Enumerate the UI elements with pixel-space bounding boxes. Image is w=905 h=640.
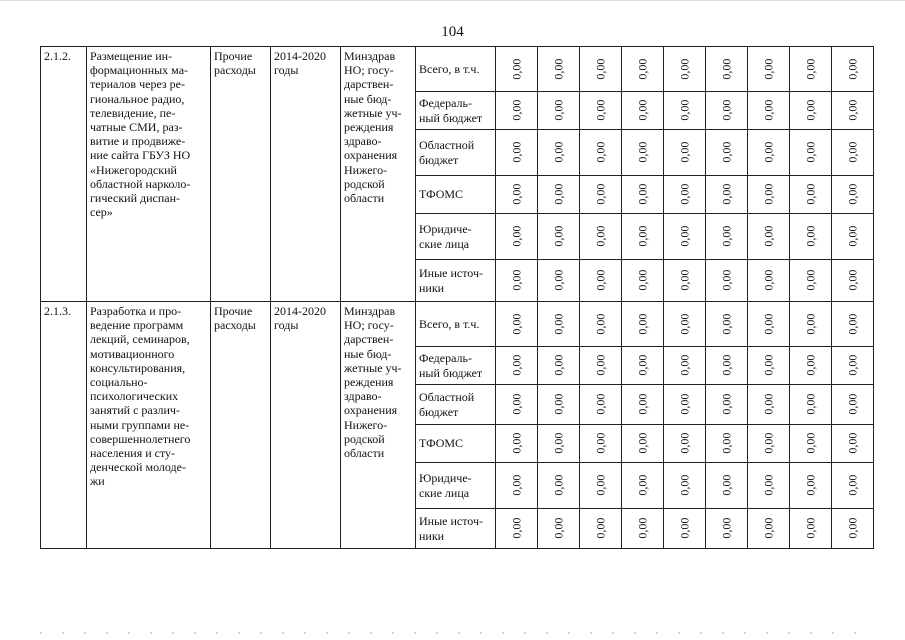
funding-value: 0,00 — [509, 354, 524, 376]
funding-value-cell — [664, 130, 706, 176]
funding-value: 0,00 — [677, 517, 692, 539]
funding-value: 0,00 — [593, 313, 608, 335]
funding-value: 0,00 — [761, 313, 776, 335]
funding-value: 0,00 — [509, 58, 524, 80]
funding-value-cell — [538, 347, 580, 385]
funding-value: 0,00 — [551, 99, 566, 121]
funding-value: 0,00 — [593, 141, 608, 163]
funding-value-cell — [790, 47, 832, 92]
funding-value: 0,00 — [677, 313, 692, 335]
funding-value: 0,00 — [551, 269, 566, 291]
funding-value-cell — [580, 260, 622, 302]
funding-value: 0,00 — [845, 58, 860, 80]
item-years: 2014-2020 годы — [271, 302, 341, 549]
funding-value: 0,00 — [719, 313, 734, 335]
funding-value-cell — [832, 176, 874, 214]
funding-value: 0,00 — [509, 313, 524, 335]
funding-value-cell — [832, 92, 874, 130]
funding-value-cell — [538, 130, 580, 176]
funding-source-label: ТФОМС — [416, 425, 496, 463]
funding-value: 0,00 — [635, 58, 650, 80]
funding-value: 0,00 — [803, 141, 818, 163]
funding-value-cell — [790, 509, 832, 549]
funding-value-cell — [538, 47, 580, 92]
funding-value-cell — [622, 130, 664, 176]
funding-source-label: Всего, в т.ч. — [416, 47, 496, 92]
funding-value: 0,00 — [845, 141, 860, 163]
funding-value: 0,00 — [509, 474, 524, 496]
funding-value: 0,00 — [677, 225, 692, 247]
funding-value: 0,00 — [845, 474, 860, 496]
funding-value-cell — [832, 509, 874, 549]
funding-source-label: Иные источ- ники — [416, 509, 496, 549]
funding-value: 0,00 — [551, 225, 566, 247]
funding-value: 0,00 — [803, 313, 818, 335]
funding-value-cell — [538, 176, 580, 214]
funding-value-cell — [496, 385, 538, 425]
funding-source-label: Областной бюджет — [416, 130, 496, 176]
funding-value-cell — [496, 130, 538, 176]
funding-value-cell — [790, 214, 832, 260]
funding-value: 0,00 — [845, 183, 860, 205]
funding-value-cell — [748, 92, 790, 130]
funding-value-cell — [580, 47, 622, 92]
funding-value: 0,00 — [593, 474, 608, 496]
funding-value-cell — [706, 47, 748, 92]
funding-value-cell — [832, 347, 874, 385]
funding-value: 0,00 — [761, 432, 776, 454]
funding-value: 0,00 — [677, 99, 692, 121]
funding-value-cell — [748, 425, 790, 463]
budget-body — [41, 47, 874, 549]
funding-value: 0,00 — [509, 183, 524, 205]
funding-source-label: Федераль- ный бюджет — [416, 92, 496, 130]
funding-value: 0,00 — [845, 393, 860, 415]
funding-value-cell — [748, 47, 790, 92]
funding-value-cell — [496, 260, 538, 302]
funding-value-cell — [832, 214, 874, 260]
funding-value-cell — [790, 425, 832, 463]
funding-value: 0,00 — [509, 517, 524, 539]
funding-value-cell — [622, 385, 664, 425]
funding-value-cell — [580, 347, 622, 385]
funding-value: 0,00 — [719, 432, 734, 454]
funding-value-cell — [706, 130, 748, 176]
funding-value-cell — [496, 214, 538, 260]
funding-value: 0,00 — [635, 393, 650, 415]
item-expense-type: Прочие расходы — [211, 302, 271, 549]
funding-value-cell — [538, 302, 580, 347]
funding-value-cell — [790, 385, 832, 425]
funding-value-cell — [580, 463, 622, 509]
funding-value-cell — [580, 130, 622, 176]
funding-value: 0,00 — [761, 58, 776, 80]
funding-value: 0,00 — [509, 225, 524, 247]
funding-value: 0,00 — [593, 354, 608, 376]
funding-value: 0,00 — [719, 225, 734, 247]
funding-value: 0,00 — [845, 313, 860, 335]
funding-value-cell — [748, 509, 790, 549]
funding-value-cell — [580, 176, 622, 214]
funding-value-cell — [832, 260, 874, 302]
funding-value-cell — [664, 92, 706, 130]
funding-value: 0,00 — [719, 183, 734, 205]
funding-value: 0,00 — [719, 474, 734, 496]
funding-value-cell — [496, 509, 538, 549]
funding-value: 0,00 — [719, 58, 734, 80]
funding-value: 0,00 — [761, 474, 776, 496]
funding-value-cell — [496, 92, 538, 130]
funding-value: 0,00 — [677, 269, 692, 291]
funding-value-cell — [496, 176, 538, 214]
funding-value: 0,00 — [635, 354, 650, 376]
funding-value: 0,00 — [677, 183, 692, 205]
funding-value-cell — [832, 463, 874, 509]
funding-value-cell — [538, 260, 580, 302]
table-row — [41, 302, 874, 347]
funding-value: 0,00 — [635, 313, 650, 335]
item-years: 2014-2020 годы — [271, 47, 341, 302]
funding-value: 0,00 — [635, 269, 650, 291]
funding-value: 0,00 — [761, 393, 776, 415]
top-rule — [0, 0, 905, 1]
funding-value-cell — [622, 302, 664, 347]
funding-value: 0,00 — [677, 354, 692, 376]
funding-value: 0,00 — [719, 354, 734, 376]
funding-source-label: ТФОМС — [416, 176, 496, 214]
funding-value-cell — [748, 385, 790, 425]
item-code: 2.1.3. — [41, 302, 87, 549]
funding-value-cell — [706, 463, 748, 509]
funding-value-cell — [832, 425, 874, 463]
funding-value: 0,00 — [761, 354, 776, 376]
funding-value-cell — [832, 130, 874, 176]
funding-value-cell — [832, 385, 874, 425]
item-code: 2.1.2. — [41, 47, 87, 302]
funding-source-label: Всего, в т.ч. — [416, 302, 496, 347]
item-name: Разработка и про- ведение программ лекций, семинаров, мотивационного консультирования, социально- психологических занятий с различ- ными группами не- совершеннолетнего населения и сту- денческой молоде- жи — [87, 302, 211, 549]
funding-value-cell — [496, 347, 538, 385]
funding-value-cell — [580, 509, 622, 549]
funding-source-label: Юридиче- ские лица — [416, 214, 496, 260]
funding-value-cell — [832, 302, 874, 347]
funding-value: 0,00 — [761, 269, 776, 291]
funding-value: 0,00 — [845, 269, 860, 291]
funding-value: 0,00 — [635, 225, 650, 247]
funding-value-cell — [664, 463, 706, 509]
funding-value: 0,00 — [551, 517, 566, 539]
funding-value: 0,00 — [845, 432, 860, 454]
funding-value-cell — [664, 47, 706, 92]
funding-value: 0,00 — [803, 474, 818, 496]
funding-value: 0,00 — [551, 474, 566, 496]
funding-value-cell — [664, 509, 706, 549]
funding-value-cell — [496, 47, 538, 92]
funding-value-cell — [622, 425, 664, 463]
funding-value: 0,00 — [719, 517, 734, 539]
funding-value: 0,00 — [761, 183, 776, 205]
funding-value-cell — [538, 463, 580, 509]
funding-value-cell — [538, 92, 580, 130]
scan-artifact-line — [40, 632, 860, 634]
funding-value: 0,00 — [635, 474, 650, 496]
funding-value-cell — [622, 463, 664, 509]
funding-value: 0,00 — [551, 313, 566, 335]
funding-value: 0,00 — [551, 393, 566, 415]
funding-value: 0,00 — [593, 517, 608, 539]
funding-value: 0,00 — [593, 225, 608, 247]
funding-value-cell — [622, 260, 664, 302]
funding-value: 0,00 — [845, 354, 860, 376]
funding-value: 0,00 — [635, 517, 650, 539]
funding-value-cell — [748, 176, 790, 214]
funding-value-cell — [664, 214, 706, 260]
funding-value: 0,00 — [635, 183, 650, 205]
funding-value-cell — [664, 176, 706, 214]
funding-source-label: Иные источ- ники — [416, 260, 496, 302]
funding-value: 0,00 — [803, 432, 818, 454]
funding-value: 0,00 — [761, 517, 776, 539]
funding-value-cell — [622, 214, 664, 260]
funding-value-cell — [538, 214, 580, 260]
funding-value-cell — [706, 302, 748, 347]
funding-value-cell — [538, 385, 580, 425]
funding-value: 0,00 — [677, 432, 692, 454]
funding-value: 0,00 — [719, 99, 734, 121]
funding-value-cell — [622, 347, 664, 385]
funding-value: 0,00 — [635, 432, 650, 454]
funding-value-cell — [664, 302, 706, 347]
funding-value-cell — [790, 92, 832, 130]
funding-value-cell — [664, 385, 706, 425]
funding-value-cell — [496, 302, 538, 347]
funding-value-cell — [706, 176, 748, 214]
funding-source-label: Федераль- ный бюджет — [416, 347, 496, 385]
funding-value-cell — [664, 347, 706, 385]
funding-value-cell — [580, 92, 622, 130]
funding-value: 0,00 — [845, 99, 860, 121]
funding-value: 0,00 — [551, 58, 566, 80]
funding-value-cell — [790, 130, 832, 176]
funding-value: 0,00 — [593, 432, 608, 454]
funding-value: 0,00 — [719, 269, 734, 291]
item-executor: Минздрав НО; госу- дарствен- ные бюд- жетные уч- реждения здраво- охранения Нижего- родской области — [341, 302, 416, 549]
funding-value: 0,00 — [677, 58, 692, 80]
funding-value-cell — [832, 47, 874, 92]
funding-value: 0,00 — [551, 354, 566, 376]
funding-value: 0,00 — [509, 99, 524, 121]
funding-value-cell — [748, 130, 790, 176]
item-executor: Минздрав НО; госу- дарствен- ные бюд- жетные уч- реждения здраво- охранения Нижего- родской области — [341, 47, 416, 302]
funding-value: 0,00 — [803, 183, 818, 205]
funding-value-cell — [790, 260, 832, 302]
funding-value-cell — [664, 260, 706, 302]
funding-value: 0,00 — [761, 141, 776, 163]
funding-value-cell — [748, 214, 790, 260]
funding-value-cell — [496, 425, 538, 463]
table-row — [41, 47, 874, 92]
funding-value-cell — [706, 92, 748, 130]
funding-value-cell — [496, 463, 538, 509]
funding-value: 0,00 — [593, 393, 608, 415]
funding-value: 0,00 — [593, 58, 608, 80]
funding-value-cell — [748, 260, 790, 302]
funding-value: 0,00 — [593, 99, 608, 121]
funding-value: 0,00 — [719, 141, 734, 163]
funding-value: 0,00 — [803, 354, 818, 376]
funding-value-cell — [580, 214, 622, 260]
funding-value: 0,00 — [635, 141, 650, 163]
funding-value: 0,00 — [509, 141, 524, 163]
funding-value: 0,00 — [509, 269, 524, 291]
funding-value: 0,00 — [593, 183, 608, 205]
funding-value-cell — [790, 176, 832, 214]
funding-value-cell — [622, 509, 664, 549]
funding-value-cell — [580, 302, 622, 347]
funding-value: 0,00 — [803, 225, 818, 247]
funding-value: 0,00 — [845, 517, 860, 539]
funding-value-cell — [706, 509, 748, 549]
funding-value-cell — [622, 47, 664, 92]
funding-value: 0,00 — [593, 269, 608, 291]
funding-value: 0,00 — [635, 99, 650, 121]
funding-value-cell — [706, 214, 748, 260]
funding-value-cell — [790, 302, 832, 347]
item-expense-type: Прочие расходы — [211, 47, 271, 302]
budget-table — [40, 46, 874, 549]
funding-value-cell — [748, 302, 790, 347]
funding-value-cell — [706, 347, 748, 385]
funding-value: 0,00 — [677, 474, 692, 496]
funding-value-cell — [706, 385, 748, 425]
funding-value-cell — [538, 425, 580, 463]
funding-value-cell — [748, 347, 790, 385]
funding-value: 0,00 — [551, 432, 566, 454]
funding-value: 0,00 — [761, 99, 776, 121]
funding-value: 0,00 — [551, 141, 566, 163]
funding-value-cell — [664, 425, 706, 463]
funding-value: 0,00 — [677, 393, 692, 415]
funding-value: 0,00 — [803, 269, 818, 291]
funding-value: 0,00 — [719, 393, 734, 415]
funding-value: 0,00 — [761, 225, 776, 247]
funding-value: 0,00 — [803, 99, 818, 121]
funding-value-cell — [580, 425, 622, 463]
funding-value-cell — [580, 385, 622, 425]
funding-source-label: Юридиче- ские лица — [416, 463, 496, 509]
funding-value-cell — [748, 463, 790, 509]
funding-value: 0,00 — [677, 141, 692, 163]
funding-source-label: Областной бюджет — [416, 385, 496, 425]
funding-value-cell — [706, 425, 748, 463]
funding-value: 0,00 — [803, 58, 818, 80]
funding-value: 0,00 — [803, 517, 818, 539]
funding-value: 0,00 — [551, 183, 566, 205]
funding-value: 0,00 — [803, 393, 818, 415]
funding-value: 0,00 — [509, 432, 524, 454]
funding-value-cell — [622, 176, 664, 214]
funding-value: 0,00 — [509, 393, 524, 415]
funding-value-cell — [790, 347, 832, 385]
page-number: 104 — [441, 24, 464, 40]
funding-value-cell — [706, 260, 748, 302]
item-name: Размещение ин- формационных ма- териалов через ре- гиональное радио, телевидение, пе- чатные СМИ, раз- витие и продвиже- ние сайта ГБУЗ НО «Нижегородский областной нарколо- гический диспан- сер» — [87, 47, 211, 302]
funding-value-cell — [622, 92, 664, 130]
funding-value-cell — [790, 463, 832, 509]
funding-value: 0,00 — [845, 225, 860, 247]
funding-value-cell — [538, 509, 580, 549]
